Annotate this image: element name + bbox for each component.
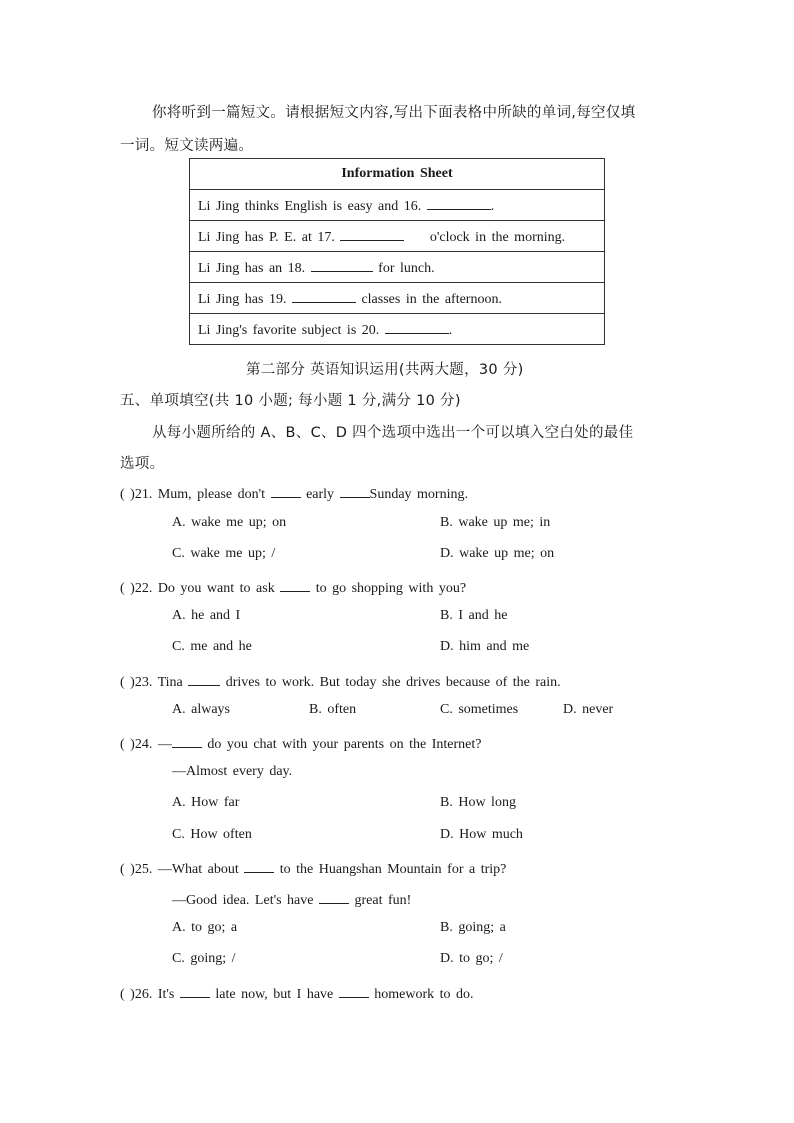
stem-text: drives to work. But today she drives because of the rain. xyxy=(225,675,561,690)
listening-instruction-line2: 一词。短文读两遍。 xyxy=(120,138,254,154)
answer-blank-18[interactable] xyxy=(311,257,373,272)
blank xyxy=(280,577,310,592)
stem-text: Sunday morning. xyxy=(369,487,468,502)
reply-text: —Good idea. Let's have xyxy=(172,893,314,908)
listening-instruction-line1: 你将听到一篇短文。请根据短文内容,写出下面表格中所缺的单词,每空仅填 xyxy=(152,105,636,121)
question-25-stem xyxy=(120,858,506,878)
row-text-after: o'clock in the morning. xyxy=(429,230,566,245)
row-text-after: . xyxy=(448,323,453,338)
table-header: Information Sheet xyxy=(190,159,605,190)
option-22-b[interactable]: B. I and he xyxy=(440,608,508,623)
stem-text: homework to do. xyxy=(374,987,474,1002)
option-21-a[interactable]: A. wake me up; on xyxy=(172,515,287,530)
option-25-d[interactable]: D. to go; / xyxy=(440,951,503,966)
question-23-stem xyxy=(120,671,561,691)
option-25-a[interactable]: A. to go; a xyxy=(172,920,238,935)
information-sheet-table xyxy=(189,158,605,345)
blank xyxy=(188,671,220,686)
answer-blank-17[interactable] xyxy=(340,226,404,241)
option-21-c[interactable]: C. wake me up; / xyxy=(172,546,276,561)
question-24-reply: —Almost every day. xyxy=(172,764,293,779)
option-23-b[interactable]: B. often xyxy=(309,702,357,717)
section5-instruction-line1: 从每小题所给的 A、B、C、D 四个选项中选出一个可以填入空白处的最佳 xyxy=(152,425,634,441)
question-21-stem xyxy=(120,483,468,503)
option-24-b[interactable]: B. How long xyxy=(440,795,516,810)
option-25-c[interactable]: C. going; / xyxy=(172,951,236,966)
stem-text: ( )23. Tina xyxy=(120,675,183,690)
blank xyxy=(172,733,202,748)
row-text: Li Jing has 19. xyxy=(198,292,287,307)
stem-text: to go shopping with you? xyxy=(315,581,467,596)
section5-instruction-line2: 选项。 xyxy=(120,456,165,472)
table-row xyxy=(190,252,605,283)
option-25-b[interactable]: B. going; a xyxy=(440,920,506,935)
row-text-after: . xyxy=(490,199,495,214)
stem-text: ( )25. —What about xyxy=(120,862,239,877)
question-24-stem xyxy=(120,733,481,753)
blank xyxy=(340,483,370,498)
row-text: Li Jing has an 18. xyxy=(198,261,306,276)
option-23-d[interactable]: D. never xyxy=(563,702,614,717)
table-row xyxy=(190,283,605,314)
blank xyxy=(271,483,301,498)
row-text: Li Jing's favorite subject is 20. xyxy=(198,323,380,338)
blank xyxy=(339,983,369,998)
table-row xyxy=(190,221,605,252)
section5-title: 五、单项填空(共 10 小题; 每小题 1 分,满分 10 分) xyxy=(120,393,461,409)
part2-title: 第二部分 英语知识运用(共两大题，30 分) xyxy=(246,362,524,378)
table-row xyxy=(190,314,605,345)
question-26-stem xyxy=(120,983,474,1003)
row-text-after: for lunch. xyxy=(378,261,435,276)
row-text: Li Jing thinks English is easy and 16. xyxy=(198,199,422,214)
stem-text: do you chat with your parents on the Internet? xyxy=(207,737,482,752)
option-22-c[interactable]: C. me and he xyxy=(172,639,252,654)
option-24-a[interactable]: A. How far xyxy=(172,795,240,810)
option-23-a[interactable]: A. always xyxy=(172,702,230,717)
blank xyxy=(319,889,349,904)
row-text: Li Jing has P. E. at 17. xyxy=(198,230,335,245)
option-24-c[interactable]: C. How often xyxy=(172,827,252,842)
option-24-d[interactable]: D. How much xyxy=(440,827,523,842)
answer-blank-16[interactable] xyxy=(427,195,491,210)
option-22-a[interactable]: A. he and I xyxy=(172,608,241,623)
option-21-d[interactable]: D. wake up me; on xyxy=(440,546,555,561)
reply-text: great fun! xyxy=(354,893,412,908)
stem-text: ( )21. Mum, please don't xyxy=(120,487,266,502)
stem-text: to the Huangshan Mountain for a trip? xyxy=(279,862,507,877)
option-21-b[interactable]: B. wake up me; in xyxy=(440,515,551,530)
stem-text: early xyxy=(306,487,335,502)
row-text-after: classes in the afternoon. xyxy=(361,292,502,307)
option-23-c[interactable]: C. sometimes xyxy=(440,702,519,717)
stem-text: ( )24. — xyxy=(120,737,172,752)
option-22-d[interactable]: D. him and me xyxy=(440,639,530,654)
blank xyxy=(180,983,210,998)
answer-blank-20[interactable] xyxy=(385,319,449,334)
stem-text: ( )22. Do you want to ask xyxy=(120,581,275,596)
question-22-stem xyxy=(120,577,466,597)
table-row xyxy=(190,190,605,221)
stem-text: late now, but I have xyxy=(215,987,334,1002)
question-25-reply xyxy=(172,889,411,909)
blank xyxy=(244,858,274,873)
stem-text: ( )26. It's xyxy=(120,987,175,1002)
answer-blank-19[interactable] xyxy=(292,288,356,303)
